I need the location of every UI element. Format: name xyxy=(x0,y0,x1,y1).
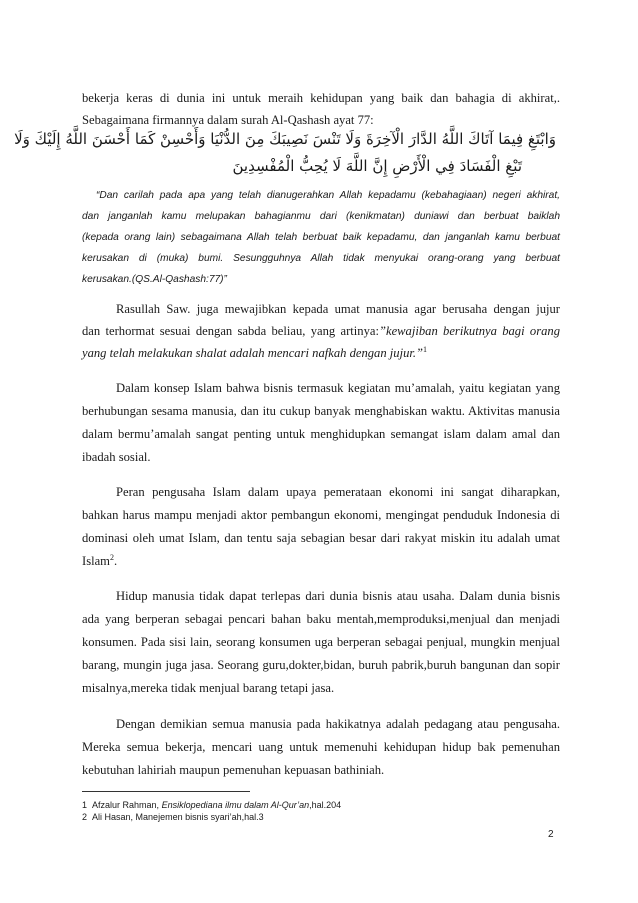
para3-line-4-end: . xyxy=(113,554,118,568)
para1-line-3-hadith: yang telah melakukan shalat adalah mencari nafkah dengan jujur.” xyxy=(82,346,424,360)
para3-line-1: Peran pengusaha Islam dalam upaya pemerataan ekonomi ini sangat diharapkan, xyxy=(116,485,560,499)
translation-line-3: (kepada orang lain) sebagaimana Allah telah berbuat baik kepadamu, dan janganlah kamu berbuat xyxy=(82,232,560,243)
para4-line-3: konsumen. Pada sisi lain, seorang konsumen uga berperan sebagai penjual, mungkin menjual xyxy=(82,635,560,649)
footnote-1 xyxy=(82,799,341,811)
para2-line-1: Dalam konsep Islam bahwa bisnis termasuk kegiatan mu’amalah, yaitu kegiatan yang xyxy=(116,381,560,395)
footnote-2-text: Ali Hasan, Manejemen bisnis syari’ah,hal.3 xyxy=(92,812,264,822)
translation-line-2: dan janganlah kamu melupakan bahagianmu dari (kenikmatan) duniawi dan berbuat baiklah xyxy=(82,211,560,222)
para2-line-3: dalam bermu’amalah sangat penting untuk menghidupkan semangat islam dalam amal dan xyxy=(82,427,560,441)
page-number: 2 xyxy=(548,829,554,840)
footnote-1-number: 1 xyxy=(82,800,88,810)
para1-line-1: Rasullah Saw. juga mewajibkan kepada umat manusia agar berusaha dengan jujur xyxy=(116,302,560,316)
para2-line-2: berhubungan sesama manusia, dan itu cukup banyak menghabiskan waktu. Aktivitas manusia xyxy=(82,404,560,418)
footnote-1-page: ,hal.204 xyxy=(309,800,342,810)
para4-line-2: ada yang berperan sebagai pencari bahan baku mentah,memproduksi,menjual dan menjadi xyxy=(82,612,560,626)
para4-line-5: misalnya,mereka tidak menjual barang tetapi jasa. xyxy=(82,681,335,695)
para4-line-4: barang, mungin juga jasa. Seorang guru,dokter,bidan, buruh pabrik,buruh bangunan dan sopir xyxy=(82,658,560,672)
footnote-1-title: Ensiklopediana ilmu dalam Al-Qur’an xyxy=(161,800,310,810)
footnote-2-number: 2 xyxy=(82,812,88,822)
footnote-1-author: Afzalur Rahman, xyxy=(92,800,162,810)
para3-line-4 xyxy=(82,553,560,569)
footnote-ref-2[interactable]: 2 xyxy=(109,552,114,562)
arabic-verse-line-2: تَبْغِ الْفَسَادَ فِي الْأَرْضِ إِنَّ اللَّهَ لَا يُحِبُّ الْمُفْسِدِينَ xyxy=(232,157,522,175)
para3-line-3: dominasi oleh umat Islam, dan tentu saja sebagian besar dari rakyat miskin itu adalah umat xyxy=(82,531,560,545)
para5-line-3: kebutuhan lahiriah maupun pemenuhan kepuasan bathiniah. xyxy=(82,763,385,777)
para3-line-2: bahkan harus mampu menjadi aktor pembangun ekonomi, mengingat penduduk Indonesia di xyxy=(82,508,560,522)
para1-line-2-text: dan terhormat sesuai dengan sabda beliau, yang artinya: xyxy=(82,324,379,338)
intro-line-2: Sebagaimana firmannya dalam surah Al-Qashash ayat 77: xyxy=(82,113,374,127)
intro-line-1: bekerja keras di dunia ini untuk meraih kehidupan yang baik dan bahagia di akhirat,. xyxy=(82,91,560,105)
translation-line-1: “Dan carilah pada apa yang telah dianugerahkan Allah kepadamu (kebahagiaan) negeri akhirat, xyxy=(96,190,560,201)
footnote-ref-1[interactable]: 1 xyxy=(423,344,428,354)
translation-line-5: kerusakan.(QS.Al-Qashash:77)” xyxy=(82,274,227,285)
para5-line-1: Dengan demikian semua manusia pada hakikatnya adalah pedagang atau pengusaha. xyxy=(116,717,560,731)
translation-line-4: kerusakan di (muka) bumi. Sesungguhnya Allah tidak menyukai orang-orang yang berbuat xyxy=(82,253,560,264)
para2-line-4: ibadah sosial. xyxy=(82,450,151,464)
footnote-separator xyxy=(82,791,250,792)
para4-line-1: Hidup manusia tidak dapat terlepas dari dunia bisnis atau usaha. Dalam dunia bisnis xyxy=(116,589,560,603)
para1-line-3 xyxy=(82,345,560,361)
para1-line-2 xyxy=(82,323,560,339)
para5-line-2: Mereka semua bekerja, mencari uang untuk memenuhi kehidupan hidup bak pemenuhan xyxy=(82,740,560,754)
para1-line-2-hadith: ”kewajiban berikutnya bagi orang xyxy=(378,324,560,338)
para3-line-4-text: Islam xyxy=(82,554,110,568)
footnote-2 xyxy=(82,811,264,823)
arabic-verse-line-1: وَابْتَغِ فِيمَا آتَاكَ اللَّهُ الدَّارَ الْآخِرَةَ وَلَا تَنْسَ نَصِيبَكَ مِنَ الدُّنْيَا وَأَحْسِنْ كَمَا أَحْسَنَ اللَّهُ إِلَيْكَ وَلَا xyxy=(14,130,556,148)
